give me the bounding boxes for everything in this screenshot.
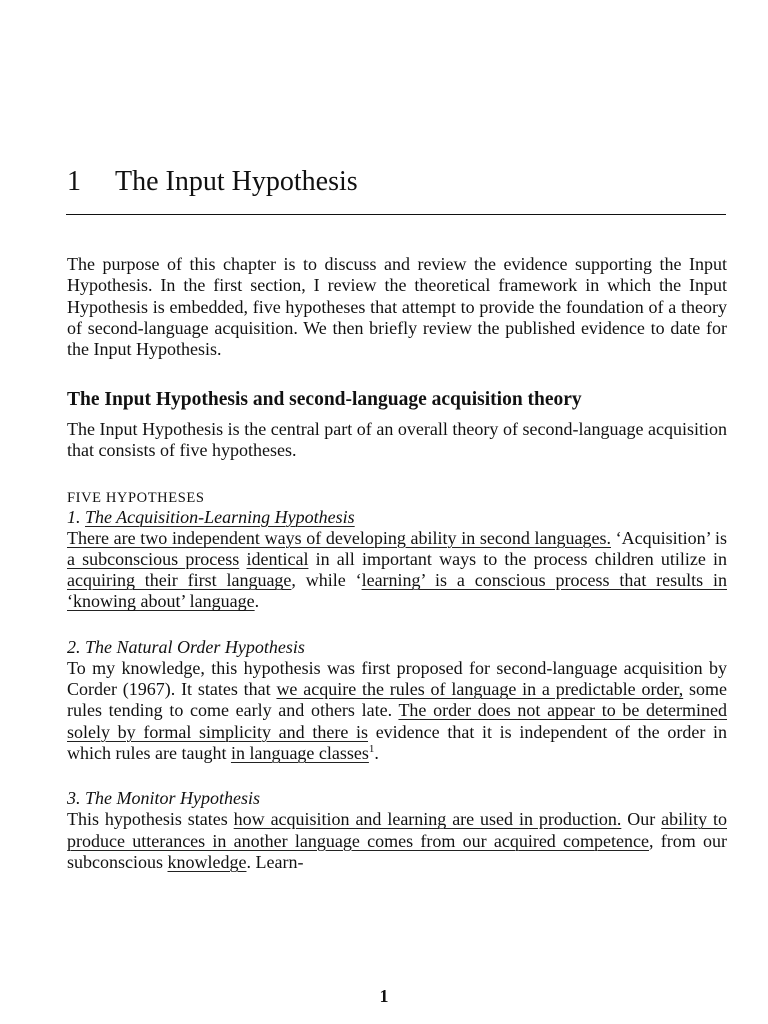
section-heading: The Input Hypothesis and second-language acquisition theory [67, 389, 582, 411]
title-rule [66, 214, 726, 215]
h2-text-3: some rules tending to come early and others late. [67, 679, 727, 721]
page-number: 1 [379, 986, 389, 1006]
h1-text-7: acquiring their first language [67, 570, 292, 591]
chapter-title [67, 164, 358, 200]
h1-text-9: learning’ is a conscious process that results in ‘knowing about’ language [67, 570, 727, 612]
h3-text-7: . Learn- [246, 851, 304, 872]
h3-text-3: Our [621, 809, 662, 830]
hypothesis-1-paragraph [67, 528, 727, 613]
hypothesis-3-paragraph [67, 809, 727, 873]
h2-text-6: in language classes [230, 742, 369, 763]
chapter-title-text: The Input Hypothesis [115, 166, 358, 197]
h1-text-2: ‘Acquisition’ is [611, 527, 727, 548]
h1-text-10: . [254, 591, 260, 612]
intro-paragraph: The purpose of this chapter is to discuss and review the evidence supporting the Input Hypothesis. In the first section, I review the theoretical framework in which the Input Hypothesis is embedded, five hypotheses that attempt to provide the foundation of a theory of second-language acquisition. We then briefly review the published evidence to date for the Input Hypothesis. [67, 254, 727, 360]
h2-text-5: evidence that it is independent of the order in which rules are taught [67, 721, 727, 763]
hypothesis-1-title [67, 507, 727, 528]
hypothesis-3-number: 3. [67, 788, 81, 809]
h1-text-6: in all important ways to the process children utilize in [308, 548, 728, 569]
h1-text-1: There are two independent ways of developing ability in second languages. [67, 527, 611, 548]
h1-text-3: a subconscious process [67, 548, 240, 569]
h3-text-4: ability to produce utterances in another language comes from our acquired competence [67, 809, 727, 851]
chapter-number: 1 [67, 166, 81, 197]
hypothesis-2-number: 2. [67, 636, 81, 657]
h3-text-1: This hypothesis states [67, 809, 234, 830]
hypothesis-3-title [67, 788, 727, 809]
h2-text-4: The order does not appear to be determined solely by formal simplicity and there is [67, 700, 728, 742]
h2-text-2: we acquire the rules of language in a predictable order, [276, 679, 684, 700]
hypothesis-2-paragraph [67, 658, 727, 764]
hypothesis-1-number: 1. [67, 506, 81, 527]
five-hypotheses-heading: FIVE HYPOTHESES [67, 489, 205, 506]
h2-text-1: To my knowledge, this hypothesis was first proposed for second-language acquisition by Corder (1967). It states that [67, 657, 727, 700]
hypothesis-2-title-text: The Natural Order Hypothesis [85, 636, 305, 657]
section-paragraph: The Input Hypothesis is the central part of an overall theory of second-language acquisition that consists of five hypotheses. [67, 418, 727, 461]
text-column [67, 254, 727, 873]
h1-text-8: , while ‘ [291, 570, 362, 591]
hypothesis-3-title-text: The Monitor Hypothesis [85, 788, 260, 809]
hypothesis-2-title [67, 637, 727, 658]
hypothesis-1-title-text: The Acquisition-Learning Hypothesis [85, 506, 355, 527]
footnote-marker: 1 [368, 742, 375, 755]
h1-text-5: identical [246, 548, 309, 569]
h2-text-8: . [374, 742, 379, 763]
h3-text-5: , from our subconscious [67, 830, 727, 872]
h3-text-2: how acquisition and learning are used in production. [233, 809, 622, 830]
h3-text-6: knowledge [167, 851, 247, 872]
